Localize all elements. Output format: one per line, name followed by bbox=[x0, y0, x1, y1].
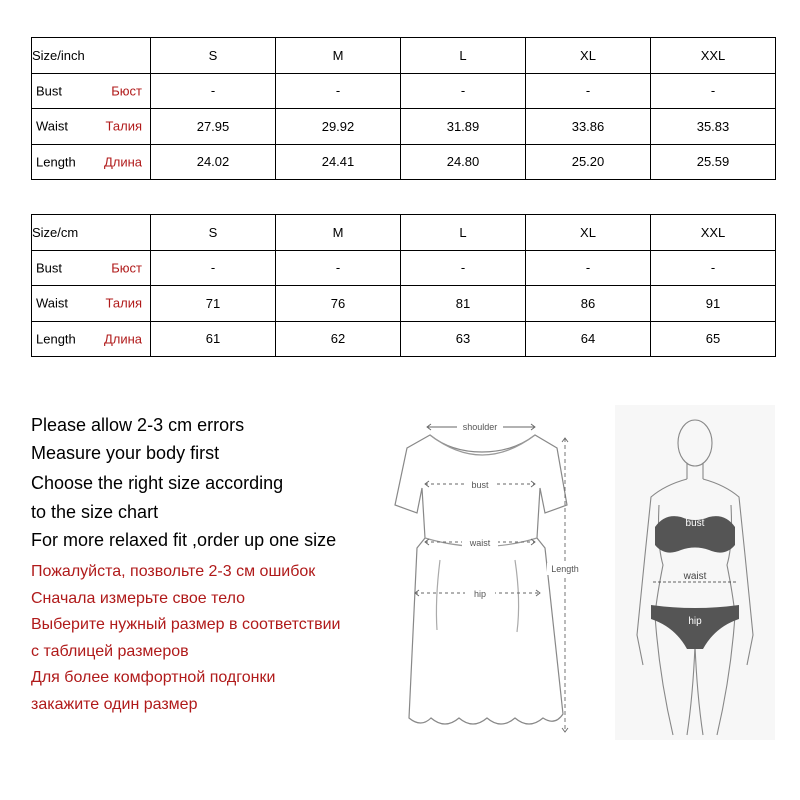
length-label: Length bbox=[551, 564, 579, 574]
table-cell: 63 bbox=[401, 321, 526, 357]
waist-label: waist bbox=[469, 538, 491, 548]
note-en: to the size chart bbox=[31, 502, 159, 522]
table-row bbox=[32, 144, 776, 180]
size-header: XXL bbox=[651, 38, 776, 74]
table-row bbox=[32, 73, 776, 109]
row-label-ru: Длина bbox=[103, 154, 142, 170]
size-header: S bbox=[151, 215, 276, 251]
size-header: L bbox=[401, 38, 526, 74]
table-cell: 65 bbox=[651, 321, 776, 357]
body-hip-label: hip bbox=[688, 616, 702, 627]
table-cell: - bbox=[151, 73, 276, 109]
body-diagram bbox=[615, 405, 775, 740]
note-ru: закажите один размер bbox=[31, 696, 198, 713]
table-cell: - bbox=[401, 250, 526, 286]
table-cell: - bbox=[651, 73, 776, 109]
row-label bbox=[32, 321, 151, 357]
table-header-row bbox=[32, 38, 776, 74]
note-en: For more relaxed fit ,order up one size bbox=[31, 530, 337, 550]
table-cell: - bbox=[276, 73, 401, 109]
table-cell: 29.92 bbox=[276, 109, 401, 145]
row-label bbox=[32, 109, 151, 145]
table-cell: 24.80 bbox=[401, 144, 526, 180]
note-en: Measure your body first bbox=[31, 443, 220, 463]
table-header-row bbox=[32, 215, 776, 251]
bust-label: bust bbox=[471, 480, 489, 490]
table-cell: 25.59 bbox=[651, 144, 776, 180]
size-header: M bbox=[276, 38, 401, 74]
table-row bbox=[32, 321, 776, 357]
table-cell: 91 bbox=[651, 286, 776, 322]
table-row bbox=[32, 250, 776, 286]
row-label-ru: Талия bbox=[105, 295, 142, 311]
table-cell: - bbox=[651, 250, 776, 286]
row-label-ru: Бюст bbox=[111, 83, 142, 99]
note-ru: Сначала измерьте свое тело bbox=[31, 590, 245, 607]
row-label-en: Length bbox=[36, 331, 76, 347]
table-cell: - bbox=[526, 73, 651, 109]
table-cell: - bbox=[526, 250, 651, 286]
table-cell: 86 bbox=[526, 286, 651, 322]
row-label-en: Length bbox=[36, 154, 76, 170]
body-waist-label: waist bbox=[683, 571, 707, 582]
table-cell: 71 bbox=[151, 286, 276, 322]
table-cell: - bbox=[151, 250, 276, 286]
size-header: XXL bbox=[651, 215, 776, 251]
table-cell: 81 bbox=[401, 286, 526, 322]
row-label-en: Bust bbox=[36, 83, 63, 99]
note-ru: Выберите нужный размер в соответствии bbox=[31, 616, 341, 633]
note-ru: с таблицей размеров bbox=[31, 643, 189, 660]
table-cell: 24.41 bbox=[276, 144, 401, 180]
size-header: L bbox=[401, 215, 526, 251]
size-header: S bbox=[151, 38, 276, 74]
row-label bbox=[32, 73, 151, 109]
table-cell: 76 bbox=[276, 286, 401, 322]
note-ru: Для более комфортной подгонки bbox=[31, 669, 276, 686]
table-cell: 35.83 bbox=[651, 109, 776, 145]
row-label-ru: Длина bbox=[103, 331, 142, 347]
row-label-ru: Талия bbox=[105, 118, 142, 134]
row-label-en: Waist bbox=[36, 118, 69, 134]
size-table-inch bbox=[31, 37, 776, 180]
table-header-cell: Size/cm bbox=[32, 215, 151, 251]
row-label bbox=[32, 144, 151, 180]
size-header: XL bbox=[526, 215, 651, 251]
dress-diagram bbox=[385, 400, 600, 745]
row-label-ru: Бюст bbox=[111, 260, 142, 276]
table-cell: 31.89 bbox=[401, 109, 526, 145]
size-table-cm bbox=[31, 214, 776, 357]
row-label-en: Bust bbox=[36, 260, 63, 276]
table-cell: 25.20 bbox=[526, 144, 651, 180]
table-cell: - bbox=[401, 73, 526, 109]
table-row bbox=[32, 286, 776, 322]
body-bust-label: bust bbox=[685, 518, 705, 529]
table-cell: 27.95 bbox=[151, 109, 276, 145]
table-header-cell: Size/inch bbox=[32, 38, 151, 74]
row-label bbox=[32, 250, 151, 286]
note-en: Please allow 2-3 cm errors bbox=[31, 415, 245, 435]
size-header: M bbox=[276, 215, 401, 251]
shoulder-label: shoulder bbox=[462, 422, 498, 432]
size-header: XL bbox=[526, 38, 651, 74]
table-cell: 24.02 bbox=[151, 144, 276, 180]
table-row bbox=[32, 109, 776, 145]
note-ru: Пожалуйста, позвольте 2-3 см ошибок bbox=[31, 563, 316, 580]
table-cell: 64 bbox=[526, 321, 651, 357]
note-en: Choose the right size according bbox=[31, 473, 284, 493]
hip-label: hip bbox=[473, 589, 487, 599]
table-cell: 62 bbox=[276, 321, 401, 357]
table-cell: - bbox=[276, 250, 401, 286]
row-label-en: Waist bbox=[36, 295, 69, 311]
row-label bbox=[32, 286, 151, 322]
table-cell: 61 bbox=[151, 321, 276, 357]
table-cell: 33.86 bbox=[526, 109, 651, 145]
